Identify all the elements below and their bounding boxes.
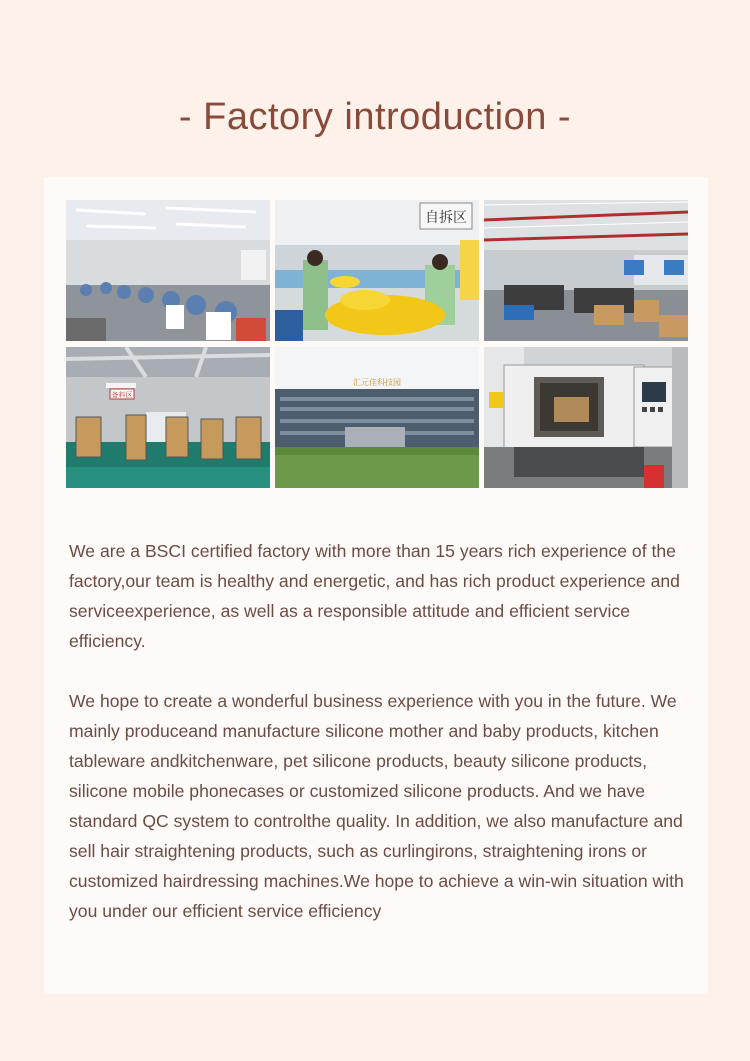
page-title: - Factory introduction - <box>178 96 572 138</box>
factory-photo-sorting-area <box>275 200 479 341</box>
factory-photo-building <box>275 347 479 488</box>
building-sign-text: 汇元佳科技园 <box>353 378 401 387</box>
sign-zone-text: 自拆区 <box>425 209 467 225</box>
intro-paragraph-2: We hope to create a wonderful business experience with you in the future. We mainly produceand manufacture silicone mother and baby products, kitchen tableware andkitchenware, pet silicone products, beauty silicone products, silicone mobile phonecases or customized silicone products. And we have standard QC system to controlthe quality. In addition, we also manufacture and sell hair straightening products, such as curlingirons, straightening irons or customized hairdressing machines.We hope to achieve a win-win situation with you under our efficient service efficiency <box>69 691 684 921</box>
factory-photo-assembly-line <box>66 200 270 341</box>
content-card <box>44 177 708 994</box>
intro-paragraph-1: We are a BSCI certified factory with more than 15 years rich experience of the factory,our team is healthy and energetic, and has rich product experience and serviceexperience, as well as a responsible attitude and efficient service efficiency. <box>69 541 680 651</box>
sign-material-text: 备料区 <box>111 392 133 399</box>
factory-photo-workshop-hall <box>484 200 688 341</box>
factory-photo-cnc-machine <box>484 347 688 488</box>
factory-photo-warehouse <box>66 347 270 488</box>
